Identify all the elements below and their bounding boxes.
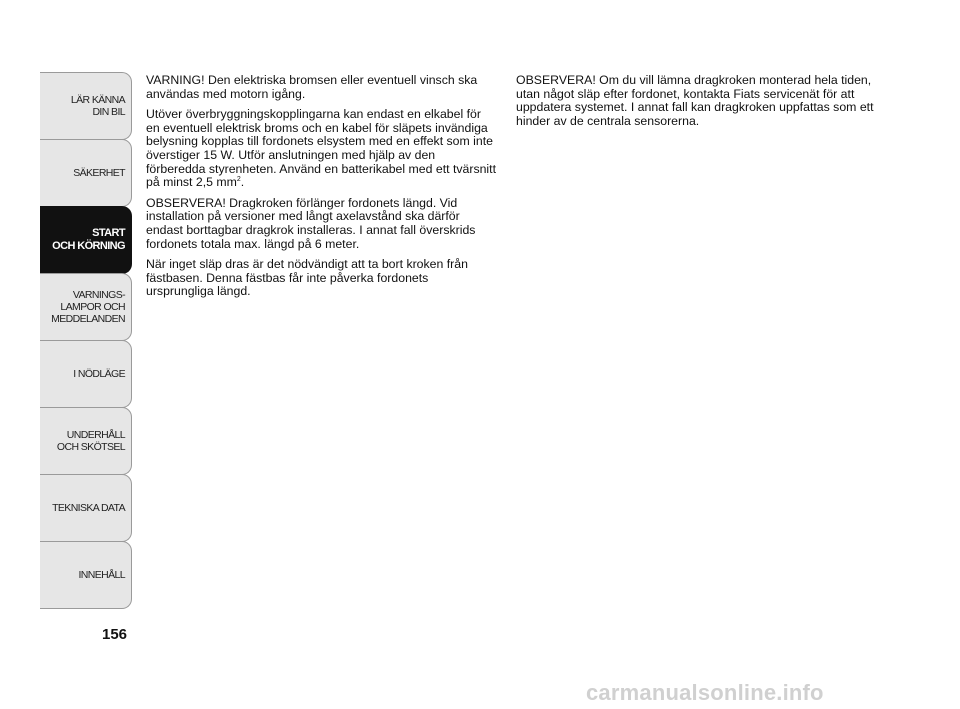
remove-hook-paragraph: När inget släp dras är det nödvändigt att ta bort kroken från fästbasen. Denna fästbas får inte påverka fordonets ursprungliga längd. xyxy=(146,257,468,299)
tab-label: INNEHÅLL xyxy=(78,569,125,581)
tab-label: I NÖDLÄGE xyxy=(73,368,125,380)
tab-innehall[interactable] xyxy=(40,541,132,609)
tab-sakerhet[interactable] xyxy=(40,139,132,207)
left-column xyxy=(146,74,496,306)
tab-underhall-och-skotsel[interactable] xyxy=(40,407,132,475)
tab-label: SÄKERHET xyxy=(73,167,125,179)
tab-label: VARNINGS- LAMPOR OCH MEDDELANDEN xyxy=(51,289,125,325)
tab-start-och-korning[interactable] xyxy=(40,206,132,274)
tab-lar-kanna-din-bil[interactable] xyxy=(40,72,132,140)
tab-varningslampor[interactable] xyxy=(40,273,132,341)
tab-tekniska-data[interactable] xyxy=(40,474,132,542)
note-length-paragraph: OBSERVERA! Dragkroken förlänger fordonets längd. Vid installation på versioner med långt axelavstånd ska därför endast borttagbar dragkrok installeras. I annat fall överskrids fordonets totala max. längd på 6 meter. xyxy=(146,195,476,251)
warning-paragraph: VARNING! Den elektriska bromsen eller eventuell vinsch ska användas med motorn igång. xyxy=(146,73,478,101)
tab-label: TEKNISKA DATA xyxy=(52,502,125,514)
tab-label: UNDERHÅLL OCH SKÖTSEL xyxy=(56,429,125,453)
tab-i-nodlage[interactable] xyxy=(40,340,132,408)
tab-label: LÄR KÄNNA DIN BIL xyxy=(70,94,125,118)
tab-label: START OCH KÖRNING xyxy=(52,227,125,252)
watermark: carmanualsonline.info xyxy=(586,680,824,705)
chapter-tabs xyxy=(40,72,132,609)
right-column xyxy=(516,74,886,135)
electrical-paragraph: Utöver överbryggningskopplingarna kan endast en elkabel för en eventuell elektrisk broms och en kabel för släpets invändiga belysning kopplas till fordonets elsystem med en effekt som inte överstiger 15 W. Utför anslutningen med hjälp av den förberedda styrenheten. Använd en batterikabel med ett tvärsnitt på minst 2,5 $mm^2$. xyxy=(146,107,496,190)
page-number: 156 xyxy=(102,626,128,643)
note-sensors-paragraph: OBSERVERA! Om du vill lämna dragkroken monterad hela tiden, utan något släp efter fordonet, kontakta Fiats servicenät för att uppdatera systemet. I annat fall kan dragkroken uppfattas som ett hinder av de centrala sensorerna. xyxy=(516,73,874,128)
